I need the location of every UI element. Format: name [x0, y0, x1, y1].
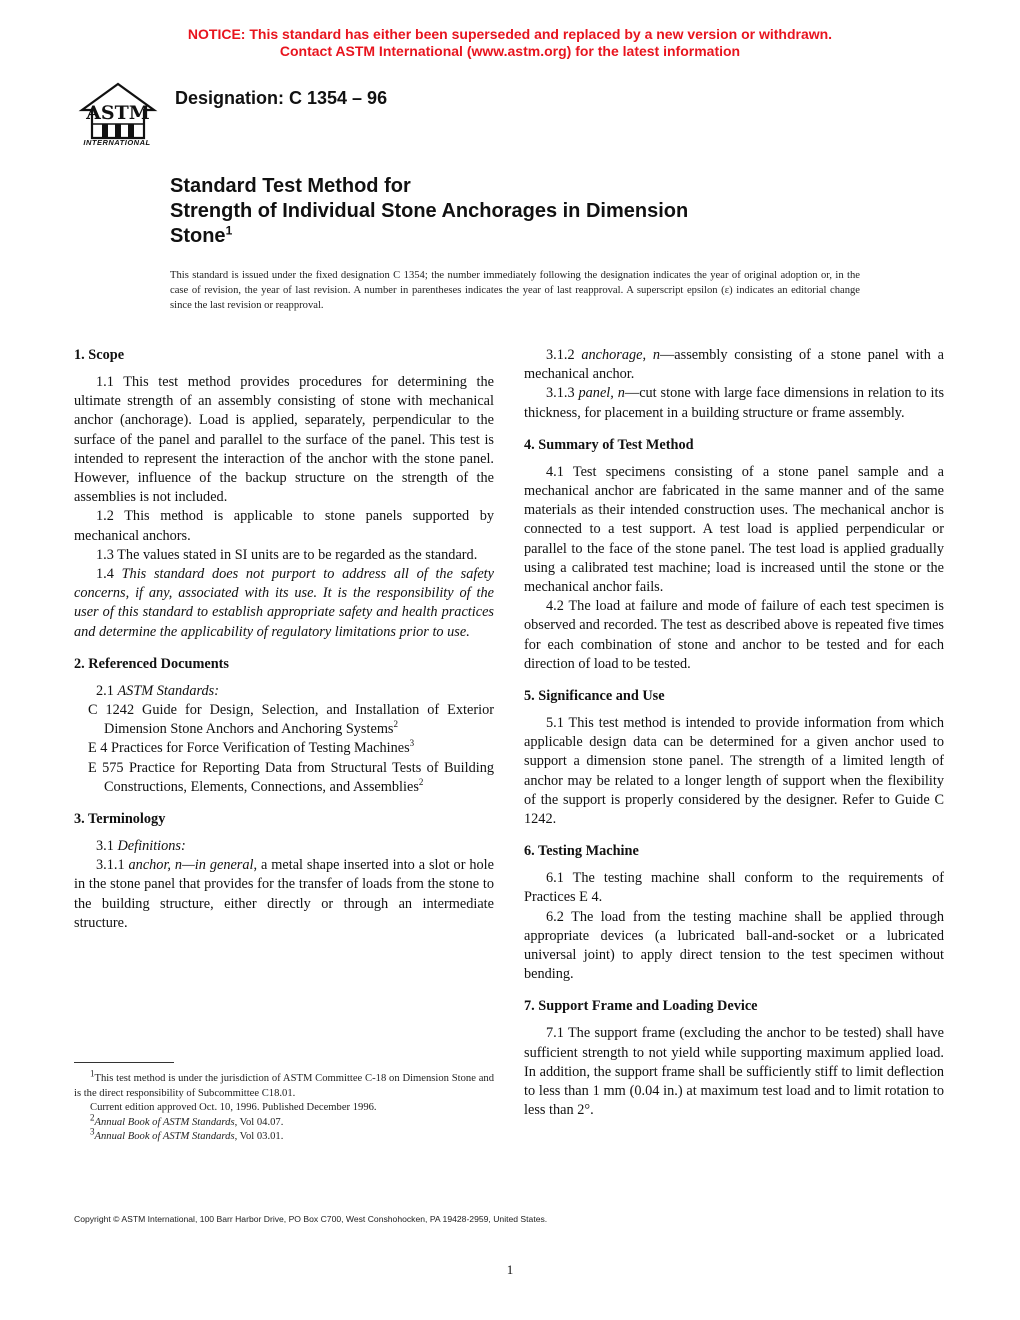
footnote: Current edition approved Oct. 10, 1996. Published December 1996. [90, 1102, 377, 1113]
reference-item: E 575 Practice for Reporting Data from Structural Tests of Building Constructions, Elements, Connections, and Assemblies$^2$ [88, 759, 494, 795]
page-number: 1 [506, 1262, 514, 1277]
footnotes [74, 1068, 494, 1145]
paragraph: 6.2 The load from the testing machine shall be applied through appropriate devices (a lubricated ball-and-socket or a lubricated universal joint) to apply direct tension to the test specimen without bending. [524, 908, 944, 983]
paragraph: 3.1.1 anchor, n—in general, a metal shape inserted into a slot or hole in the stone panel that provides for the transfer of loads from the stone to the building structure, either directly or through an intermediate structure. [74, 857, 495, 931]
paragraph: 4.2 The load at failure and mode of failure of each test specimen is observed and recorded. The test as described above is repeated five times for each combination of stone and anchor to be tested and for each direction of load to be tested. [524, 598, 944, 672]
designation: Designation: C 1354 – 96 [175, 88, 388, 108]
notice-line-1: NOTICE: This standard has either been superseded and replaced by a new version or withdrawn. [187, 26, 833, 42]
section-heading: 1. Scope [74, 347, 125, 363]
title-line-1: Standard Test Method for [170, 175, 411, 197]
preface-note: This standard is issued under the fixed designation C 1354; the number immediately following the designation indicates the year of original adoption or, in the case of revision, the year of last revision. A number in parentheses indicates the year of last reapproval. A superscript epsilon (ε) indicates an editorial change since the last revision or reapproval. [170, 270, 860, 311]
section-referenced-documents [74, 655, 494, 797]
paragraph: 2.1 ASTM Standards: [96, 682, 219, 699]
paragraph: 3.1.3 panel, n—cut stone with large face dimensions in relation to its thickness, for placement in a building structure or frame assembly. [524, 385, 945, 421]
footnote-divider [74, 1062, 174, 1063]
paragraph: 4.1 Test specimens consisting of a stone panel sample and a mechanical anchor are fabricated in the same manner and of the same materials as their intended construction uses. The mechanical anchor is connected to a test support. A test load is applied perpendicular or parallel to the face of the stone panel. The test load is applied gradually using a calibrated test machine; load is increased until the stone or the mechanical anchor fails. [524, 463, 944, 596]
section-significance [524, 687, 944, 829]
paragraph: 3.1 Definitions: [96, 838, 186, 855]
section-support-frame [524, 997, 944, 1120]
paragraph: 1.1 This test method provides procedures for determining the ultimate strength of an assembly consisting of stone with mechanical anchor (anchorage). Load is applied, separately, perpendicular to the surface of the panel and parallel to the surface of the panel. This test is intended to represent the interaction of the anchor with the stone panel. However, influence of the backup structure on the strength of the assemblies is not included. [74, 374, 494, 506]
left-column [74, 346, 494, 946]
footnote: $^3$Annual Book of ASTM Standards, Vol 03.01. [90, 1126, 284, 1142]
title-footnote-mark: 1 [225, 223, 233, 238]
section-terminology [74, 810, 494, 933]
reference-item: E 4 Practices for Force Verification of Testing Machines$^3$ [88, 738, 415, 757]
section-scope [74, 346, 494, 642]
paragraph: 7.1 The support frame (excluding the anchor to be tested) shall have sufficient strength to not yield while supporting maximum applied load. In addition, the support frame shall be sufficiently stiff to limit deflection to less than 1 mm (0.04 in.) at maximum test load and to limit rotation to less than 2°. [524, 1025, 944, 1119]
paragraph: 1.3 The values stated in SI units are to be regarded as the standard. [96, 546, 478, 563]
footnote: $^1$This test method is under the jurisdiction of ASTM Committee C-18 on Dimension Stone and is the direct responsibility of Subcommittee C18.01. [74, 1068, 494, 1099]
section-summary [524, 436, 944, 674]
withdrawal-notice [0, 26, 1020, 60]
section-heading: 3. Terminology [74, 811, 166, 828]
section-heading: 7. Support Frame and Loading Device [524, 998, 758, 1015]
paragraph: 1.2 This method is applicable to stone panels supported by mechanical anchors. [74, 508, 494, 544]
section-heading: 6. Testing Machine [524, 843, 639, 860]
paragraph: 6.1 The testing machine shall conform to the requirements of Practices E 4. [524, 870, 944, 906]
title-line-2: Strength of Individual Stone Anchorages in Dimension [170, 200, 689, 222]
notice-line-2: Contact ASTM International (www.astm.org) for the latest information [279, 43, 741, 59]
copyright-line: Copyright © ASTM International, 100 Barr Harbor Drive, PO Box C700, West Conshohocken, PA 19428-2959, United States. [74, 1214, 548, 1224]
paragraph: 3.1.2 anchorage, n—assembly consisting of a stone panel with a mechanical anchor. [524, 347, 944, 383]
paragraph: 5.1 This test method is intended to provide information from which applicable design data can be determined for a given anchor used to support a dimension stone panel. The strength of a limited length of anchor may be related to a longer length of support when the flexibility of the support is properly considered by the designer. Refer to Guide C 1242. [524, 715, 944, 828]
right-column [524, 346, 944, 1134]
title-line-3: Stone [170, 225, 226, 247]
svg-text:ASTM: ASTM [86, 102, 150, 124]
document-title [170, 174, 870, 249]
paragraph: 1.4 This standard does not purport to address all of the safety concerns, if any, associated with its use. It is the responsibility of the user of this standard to establish appropriate safety and health practices and determine the applicability of regulatory limitations prior to use. [74, 566, 494, 640]
reference-item: C 1242 Guide for Design, Selection, and Installation of Exterior Dimension Stone Anchors and Anchoring Systems$^2$ [88, 702, 494, 738]
logo-subtitle: INTERNATIONAL [83, 138, 151, 147]
footnote: $^2$Annual Book of ASTM Standards, Vol 04.07. [90, 1111, 284, 1128]
section-heading: 4. Summary of Test Method [524, 436, 694, 453]
section-heading: 2. Referenced Documents [74, 655, 229, 672]
section-testing-machine [524, 842, 944, 984]
section-heading: 5. Significance and Use [524, 688, 665, 705]
terminology-continued [524, 346, 944, 423]
